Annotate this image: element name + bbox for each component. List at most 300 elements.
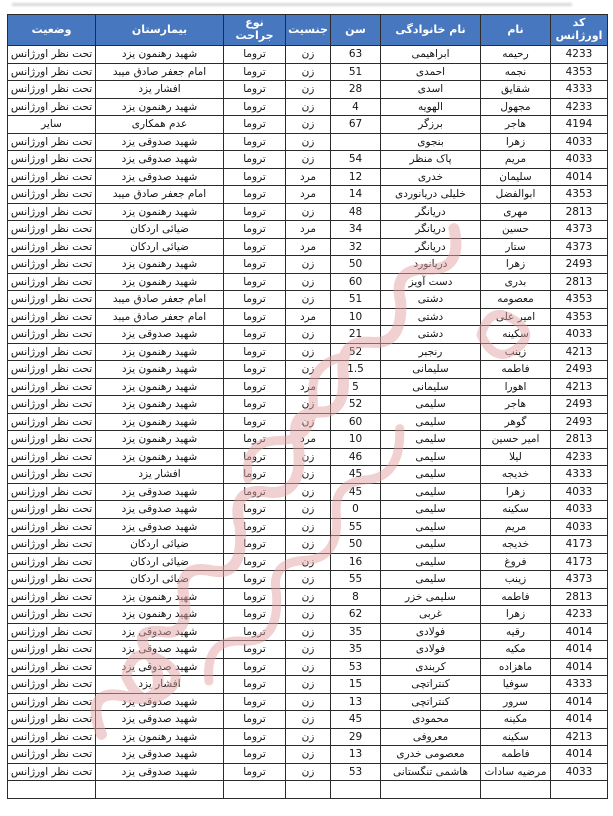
cell-code: 4353 [551,63,608,81]
cell-status: تحت نظر اورژانس [8,291,96,309]
cell-gender: زن [286,116,331,134]
cell-code: 4014 [551,623,608,641]
table-row [8,291,608,309]
cell-code [551,781,608,799]
cell-code: 2493 [551,396,608,414]
cell-name: نجمه [481,63,551,81]
cell-injury: تروما [224,98,286,116]
table-row [8,623,608,641]
cell-injury: تروما [224,203,286,221]
cell-name: امیر علی [481,308,551,326]
cell-injury: تروما [224,571,286,589]
cell-family: سلیمانی [381,361,481,379]
cell-family: دشتی [381,308,481,326]
column-header-injury: نوع جراحت [224,15,286,46]
cell-hospital: شهید رهنمون یزد [96,361,224,379]
column-header-code: کد اورژانس [551,15,608,46]
cell-name: سلیمان [481,168,551,186]
cell-status: تحت نظر اورژانس [8,326,96,344]
cell-injury: تروما [224,693,286,711]
cell-hospital: ضیائی اردکان [96,571,224,589]
cell-hospital: شهید صدوقی یزد [96,501,224,519]
table-row [8,763,608,781]
cell-gender: زن [286,746,331,764]
cell-hospital: عدم همکاری [96,116,224,134]
table-row [8,536,608,554]
cell-hospital: شهید صدوقی یزد [96,658,224,676]
cell-injury: تروما [224,431,286,449]
cell-gender: زن [286,536,331,554]
cell-status: تحت نظر اورژانس [8,571,96,589]
cell-status: تحت نظر اورژانس [8,273,96,291]
cell-injury: تروما [224,343,286,361]
cell-age: 1.5 [331,361,381,379]
cell-hospital: شهید صدوقی یزد [96,518,224,536]
cell-name: سوفیا [481,676,551,694]
cell-injury: تروما [224,151,286,169]
cell-injury [224,781,286,799]
cell-injury: تروما [224,711,286,729]
table-row [8,343,608,361]
cell-age: 53 [331,658,381,676]
cell-code: 4353 [551,308,608,326]
cell-family: سلیمی [381,448,481,466]
cell-name: معصومه [481,291,551,309]
cell-family: سلیمی خزر [381,588,481,606]
cell-status: تحت نظر اورژانس [8,501,96,519]
cell-family: معروفی [381,728,481,746]
cell-gender: زن [286,256,331,274]
cell-gender: زن [286,343,331,361]
cell-age: 14 [331,186,381,204]
cell-hospital: افشار یزد [96,676,224,694]
cell-code: 2493 [551,361,608,379]
cell-name: امیر حسین [481,431,551,449]
cell-age: 63 [331,46,381,64]
table-row [8,518,608,536]
cell-family: کربندی [381,658,481,676]
cell-hospital: شهید رهنمون یزد [96,728,224,746]
cell-injury: تروما [224,763,286,781]
table-row [8,186,608,204]
cell-injury: تروما [224,221,286,239]
cell-age: 4 [331,98,381,116]
table-row [8,203,608,221]
cell-gender: زن [286,151,331,169]
cell-status [8,781,96,799]
cell-code: 4173 [551,536,608,554]
cell-name: ابوالفضل [481,186,551,204]
cell-status: تحت نظر اورژانس [8,81,96,99]
cell-gender: زن [286,413,331,431]
cell-code: 4233 [551,606,608,624]
cell-family: احمدی [381,63,481,81]
cell-age: 35 [331,623,381,641]
cell-gender: زن [286,728,331,746]
cell-status: تحت نظر اورژانس [8,63,96,81]
cell-gender: زن [286,326,331,344]
cell-hospital: امام جعفر صادق میبد [96,308,224,326]
cell-name: خدیجه [481,536,551,554]
table-row [8,151,608,169]
cell-gender: زن [286,361,331,379]
cell-family: دشتی [381,326,481,344]
cell-family: الهویه [381,98,481,116]
cell-name: مرضیه سادات [481,763,551,781]
cell-family: معصومی خدری [381,746,481,764]
cell-age: 62 [331,606,381,624]
table-row [8,658,608,676]
cell-gender: زن [286,448,331,466]
cell-status: تحت نظر اورژانس [8,518,96,536]
table-row [8,413,608,431]
table-row [8,711,608,729]
cell-age: 54 [331,151,381,169]
cell-family: پاک منظر [381,151,481,169]
cell-name [481,781,551,799]
cell-family: دریانورد [381,256,481,274]
cell-family: سلیمی [381,396,481,414]
cell-injury: تروما [224,623,286,641]
cell-status: تحت نظر اورژانس [8,693,96,711]
cell-gender: زن [286,273,331,291]
cell-code: 4014 [551,168,608,186]
cell-gender: زن [286,763,331,781]
cell-hospital: امام جعفر صادق میبد [96,63,224,81]
cell-hospital: شهید رهنمون یزد [96,273,224,291]
cell-name: فاطمه [481,746,551,764]
cell-injury: تروما [224,133,286,151]
cell-family: سلیمی [381,518,481,536]
cell-name: زینب [481,343,551,361]
cell-injury: تروما [224,413,286,431]
table-row [8,693,608,711]
table-row [8,361,608,379]
cell-name: فروغ [481,553,551,571]
cell-hospital: شهید رهنمون یزد [96,588,224,606]
cell-hospital: شهید رهنمون یزد [96,606,224,624]
cell-hospital: شهید رهنمون یزد [96,256,224,274]
cell-family: برزگر [381,116,481,134]
cell-age: 28 [331,81,381,99]
cell-family: هاشمی تنگستانی [381,763,481,781]
cell-injury: تروما [224,396,286,414]
cell-name: مهری [481,203,551,221]
cell-code: 4033 [551,501,608,519]
cell-family: خلیلی دریانوردی [381,186,481,204]
cell-code: 2813 [551,203,608,221]
cell-gender: زن [286,501,331,519]
cell-injury: تروما [224,448,286,466]
cell-age: 0 [331,501,381,519]
cell-status: تحت نظر اورژانس [8,308,96,326]
table-row [8,168,608,186]
cell-gender: زن [286,98,331,116]
cell-age: 60 [331,273,381,291]
cell-name: مریم [481,518,551,536]
cell-age: 8 [331,588,381,606]
cell-family: اسدی [381,81,481,99]
cell-injury: تروما [224,676,286,694]
cell-age: 48 [331,203,381,221]
cell-hospital: شهید صدوقی یزد [96,623,224,641]
cell-hospital: شهید صدوقی یزد [96,168,224,186]
header-row [8,15,608,46]
cell-code: 4033 [551,151,608,169]
cell-code: 4333 [551,466,608,484]
cell-gender: زن [286,133,331,151]
cell-code: 4373 [551,221,608,239]
cell-code: 4333 [551,676,608,694]
cell-family: دریانگر [381,203,481,221]
cell-injury: تروما [224,186,286,204]
table-row [8,256,608,274]
cell-status: تحت نظر اورژانس [8,186,96,204]
cell-hospital: شهید صدوقی یزد [96,746,224,764]
cell-code: 4033 [551,518,608,536]
cell-family [381,781,481,799]
cell-injury: تروما [224,658,286,676]
table-row [8,238,608,256]
cell-age: 55 [331,571,381,589]
cell-name: سکینه [481,728,551,746]
table-row [8,431,608,449]
cell-code: 4014 [551,641,608,659]
cell-code: 2493 [551,256,608,274]
cell-age: 45 [331,466,381,484]
cell-name: سکینه [481,501,551,519]
cell-hospital: شهید رهنمون یزد [96,98,224,116]
cell-age: 21 [331,326,381,344]
table-row [8,308,608,326]
cell-age: 67 [331,116,381,134]
table-row [8,98,608,116]
cell-hospital: شهید صدوقی یزد [96,693,224,711]
cell-name: هاجر [481,116,551,134]
cell-name: خدیجه [481,466,551,484]
cell-gender: زن [286,658,331,676]
cell-injury: تروما [224,483,286,501]
cell-code: 4014 [551,746,608,764]
cell-age: 53 [331,763,381,781]
table-row [8,676,608,694]
cell-name: مجهول [481,98,551,116]
table-row [8,46,608,64]
cell-injury: تروما [224,291,286,309]
cell-family: کنتراتچی [381,693,481,711]
cell-status: تحت نظر اورژانس [8,728,96,746]
table-row [8,641,608,659]
cell-status: سایر [8,116,96,134]
cell-family: دریانگر [381,221,481,239]
table-row [8,116,608,134]
cell-family: رنجبر [381,343,481,361]
column-header-hospital: بیمارستان [96,15,224,46]
page-top-edge-shadow [12,3,572,6]
table-row [8,571,608,589]
cell-code: 4233 [551,448,608,466]
cell-age: 45 [331,711,381,729]
cell-gender: زن [286,63,331,81]
cell-gender: زن [286,396,331,414]
table-row [8,501,608,519]
cell-injury: تروما [224,326,286,344]
cell-status: تحت نظر اورژانس [8,378,96,396]
cell-family: بنجوی [381,133,481,151]
table-row [8,396,608,414]
cell-status: تحت نظر اورژانس [8,483,96,501]
table-row [8,221,608,239]
cell-family: کنتراتچی [381,676,481,694]
cell-name: مکینه [481,711,551,729]
table-row [8,466,608,484]
cell-injury: تروما [224,466,286,484]
cell-gender: زن [286,466,331,484]
cell-code: 2813 [551,588,608,606]
cell-status: تحت نظر اورژانس [8,588,96,606]
cell-gender: زن [286,553,331,571]
cell-name: لیلا [481,448,551,466]
cell-code: 4233 [551,46,608,64]
cell-code: 2813 [551,273,608,291]
cell-hospital: شهید رهنمون یزد [96,203,224,221]
column-header-family: نام خانوادگی [381,15,481,46]
cell-hospital: شهید رهنمون یزد [96,396,224,414]
cell-hospital: ضیائی اردکان [96,238,224,256]
cell-name: ماهزاده [481,658,551,676]
cell-gender: زن [286,693,331,711]
table-row [8,746,608,764]
cell-gender: مرد [286,186,331,204]
column-header-age: سن [331,15,381,46]
table-row [8,273,608,291]
cell-code: 2813 [551,431,608,449]
cell-gender: زن [286,518,331,536]
cell-hospital: افشار یزد [96,466,224,484]
cell-gender: زن [286,81,331,99]
column-header-status: وضعیت [8,15,96,46]
cell-family: فولادی [381,623,481,641]
cell-name: زهرا [481,133,551,151]
cell-code: 4353 [551,291,608,309]
cell-gender: زن [286,203,331,221]
cell-gender: زن [286,571,331,589]
cell-name: زهرا [481,256,551,274]
cell-status: تحت نظر اورژانس [8,151,96,169]
cell-injury: تروما [224,518,286,536]
cell-gender: مرد [286,168,331,186]
cell-injury: تروما [224,536,286,554]
cell-code: 4033 [551,483,608,501]
cell-age: 46 [331,448,381,466]
cell-hospital: ضیائی اردکان [96,553,224,571]
cell-name: رقیه [481,623,551,641]
cell-injury: تروما [224,238,286,256]
cell-code: 4014 [551,658,608,676]
cell-gender: زن [286,588,331,606]
cell-gender: زن [286,46,331,64]
cell-name: مریم [481,151,551,169]
cell-family: فولادی [381,641,481,659]
cell-name: اهورا [481,378,551,396]
cell-name: زهرا [481,606,551,624]
cell-hospital: شهید رهنمون یزد [96,431,224,449]
cell-status: تحت نظر اورژانس [8,711,96,729]
cell-age: 10 [331,308,381,326]
cell-age: 45 [331,483,381,501]
cell-name: حسین [481,221,551,239]
cell-age: 13 [331,746,381,764]
cell-hospital: شهید صدوقی یزد [96,326,224,344]
table-row [8,81,608,99]
cell-family: سلیمی [381,466,481,484]
table-row [8,378,608,396]
cell-age: 16 [331,553,381,571]
cell-status: تحت نظر اورژانس [8,396,96,414]
cell-age: 51 [331,291,381,309]
table-row [8,133,608,151]
cell-family: سلیمی [381,553,481,571]
cell-age [331,133,381,151]
cell-code: 4213 [551,343,608,361]
cell-code: 4373 [551,238,608,256]
cell-name: سرور [481,693,551,711]
cell-name: فاطمه [481,361,551,379]
table-row [8,326,608,344]
cell-name: هاجر [481,396,551,414]
cell-code: 4194 [551,116,608,134]
cell-status: تحت نظر اورژانس [8,238,96,256]
cell-hospital: شهید صدوقی یزد [96,711,224,729]
cell-age: 50 [331,256,381,274]
cell-family: دست آویز [381,273,481,291]
cell-family: دریانگر [381,238,481,256]
cell-name: سکینه [481,326,551,344]
cell-injury: تروما [224,168,286,186]
cell-injury: تروما [224,588,286,606]
cell-age: 35 [331,641,381,659]
table-row [8,448,608,466]
table-row [8,606,608,624]
cell-status: تحت نظر اورژانس [8,658,96,676]
cell-gender: زن [286,641,331,659]
cell-family: دشتی [381,291,481,309]
cell-name: ستار [481,238,551,256]
cell-status: تحت نظر اورژانس [8,553,96,571]
cell-name: مکیه [481,641,551,659]
cell-gender: زن [286,483,331,501]
cell-status: تحت نظر اورژانس [8,606,96,624]
cell-family: سلیمی [381,431,481,449]
table-row [8,553,608,571]
cell-gender: مرد [286,378,331,396]
cell-status: تحت نظر اورژانس [8,641,96,659]
cell-family: سلیمی [381,536,481,554]
cell-code: 4173 [551,553,608,571]
column-header-name: نام [481,15,551,46]
cell-hospital: امام جعفر صادق میبد [96,291,224,309]
cell-hospital [96,781,224,799]
cell-family: سلیمی [381,483,481,501]
cell-age: 12 [331,168,381,186]
cell-family: سلیمی [381,413,481,431]
cell-name: زینب [481,571,551,589]
cell-hospital: شهید صدوقی یزد [96,483,224,501]
cell-code: 4233 [551,98,608,116]
cell-gender: زن [286,711,331,729]
cell-code: 4033 [551,763,608,781]
cell-hospital: افشار یزد [96,81,224,99]
